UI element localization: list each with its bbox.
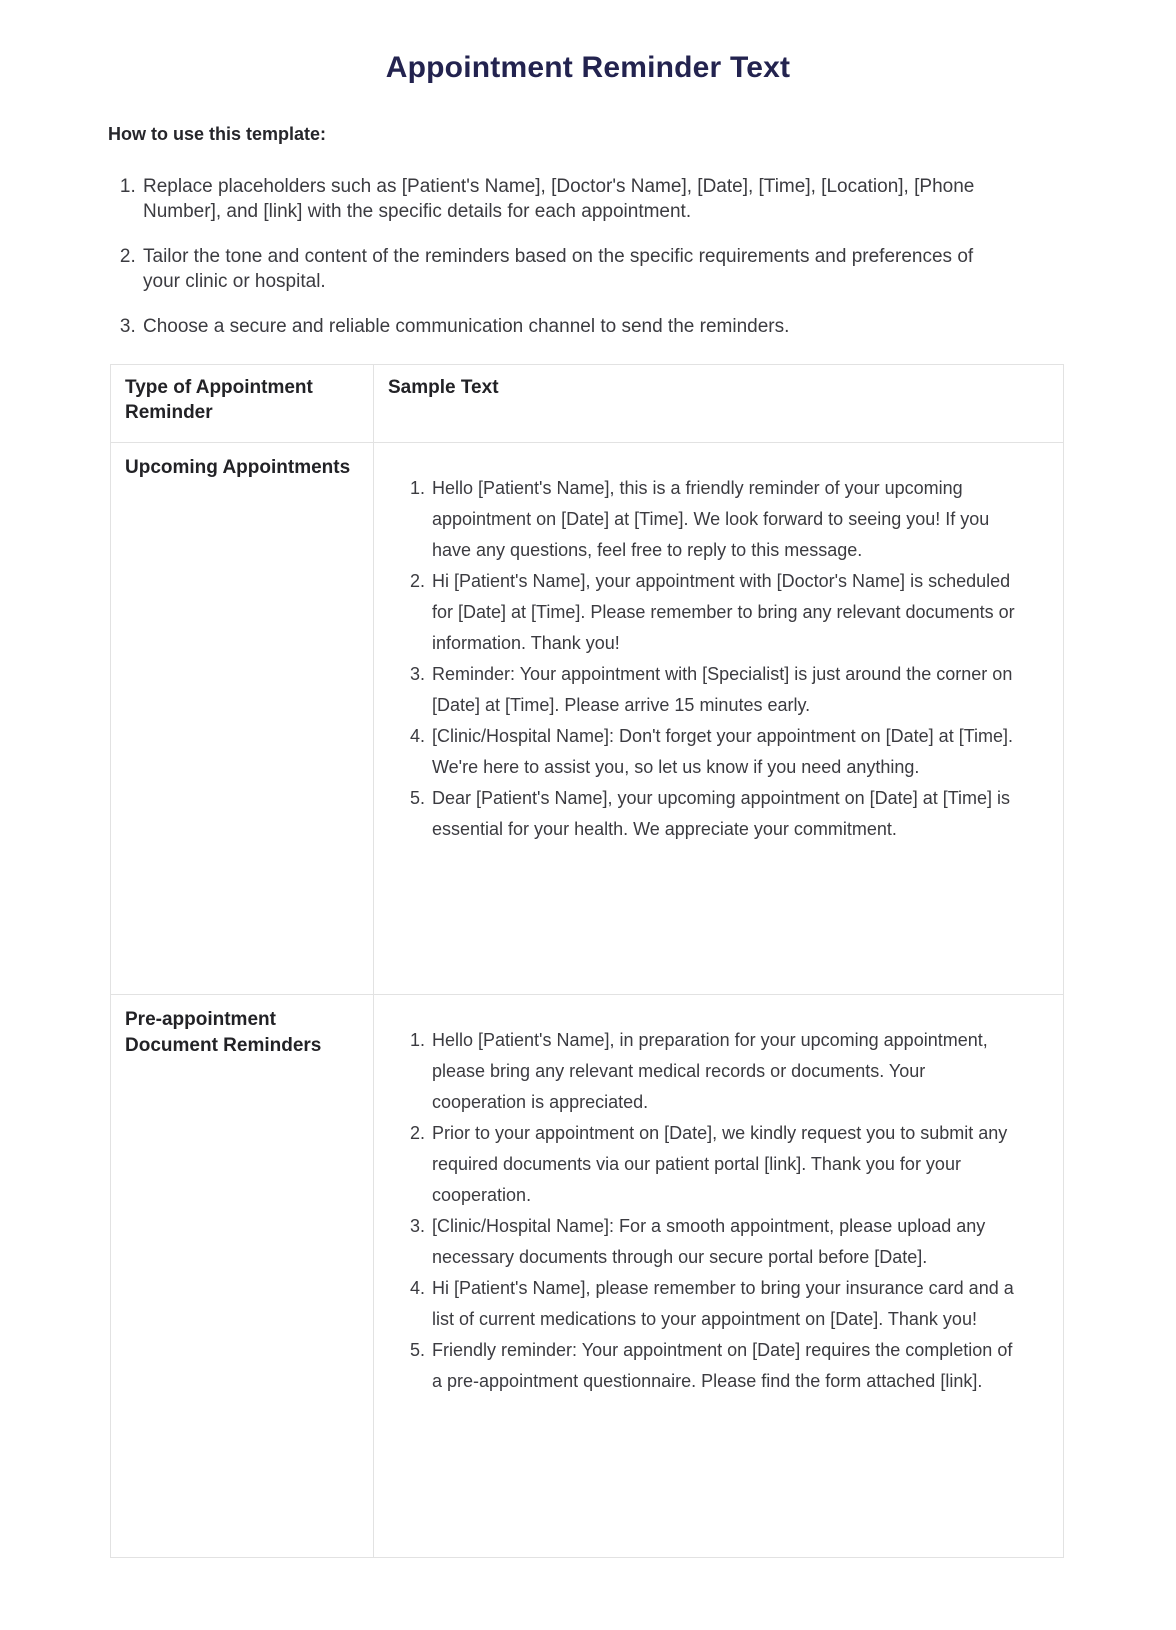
sample-text-list <box>388 473 1017 845</box>
sample-item: 5. Friendly reminder: Your appointment on [Date] requires the completion of a pre-appointment questionnaire. Please find the form attached [link]. <box>430 1335 1017 1397</box>
instruction-item: 3. Choose a secure and reliable communication channel to send the reminders. <box>141 314 976 339</box>
page-title: Appointment Reminder Text <box>385 51 791 84</box>
document-page <box>0 50 1176 1630</box>
table-row <box>111 995 1064 1558</box>
howto-heading: How to use this template: <box>108 124 327 144</box>
sample-item: 4. [Clinic/Hospital Name]: Don't forget your appointment on [Date] at [Time]. We're here to assist you, so let us know if you need anything. <box>430 721 1017 783</box>
sample-item: 2. Prior to your appointment on [Date], we kindly request you to submit any required documents via our patient portal [link]. Thank you for your cooperation. <box>430 1118 1017 1211</box>
sample-item: 3. Reminder: Your appointment with [Specialist] is just around the corner on [Date] at [Time]. Please arrive 15 minutes early. <box>430 659 1017 721</box>
sample-text-cell <box>374 443 1064 995</box>
sample-item: 1. Hello [Patient's Name], in preparation for your upcoming appointment, please bring any relevant medical records or documents. Your cooperation is appreciated. <box>430 1025 1017 1118</box>
instruction-item: 2. Tailor the tone and content of the reminders based on the specific requirements and preferences of your clinic or hospital. <box>141 244 976 294</box>
sample-text-cell <box>374 995 1064 1558</box>
instructions-list <box>108 174 976 339</box>
table-header-row <box>111 365 1064 443</box>
sample-item: 3. [Clinic/Hospital Name]: For a smooth appointment, please upload any necessary documents through our secure portal before [Date]. <box>430 1211 1017 1273</box>
sample-item: 4. Hi [Patient's Name], please remember to bring your insurance card and a list of current medications to your appointment on [Date]. Thank you! <box>430 1273 1017 1335</box>
table-row <box>111 443 1064 995</box>
column-header-type: Type of Appointment Reminder <box>111 365 374 443</box>
reminder-table <box>110 364 1064 1558</box>
instruction-item: 1. Replace placeholders such as [Patient's Name], [Doctor's Name], [Date], [Time], [Location], [Phone Number], and [link] with the specific details for each appointment. <box>141 174 976 224</box>
sample-item: 1. Hello [Patient's Name], this is a friendly reminder of your upcoming appointment on [Date] at [Time]. We look forward to seeing you! If you have any questions, feel free to reply to this message. <box>430 473 1017 566</box>
column-header-sample: Sample Text <box>374 365 1064 443</box>
reminder-type-pre-appointment: Pre-appointment Document Reminders <box>111 995 374 1558</box>
sample-text-list <box>388 1025 1017 1397</box>
reminder-type-upcoming: Upcoming Appointments <box>111 443 374 995</box>
sample-item: 5. Dear [Patient's Name], your upcoming appointment on [Date] at [Time] is essential for your health. We appreciate your commitment. <box>430 783 1017 845</box>
sample-item: 2. Hi [Patient's Name], your appointment with [Doctor's Name] is scheduled for [Date] at [Time]. Please remember to bring any relevant documents or information. Thank you! <box>430 566 1017 659</box>
